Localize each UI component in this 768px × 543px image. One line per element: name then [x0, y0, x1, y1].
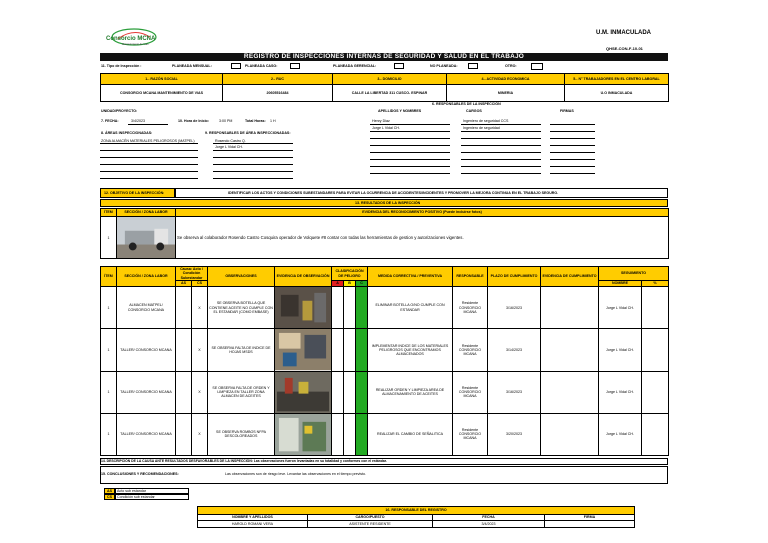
- signoff-title: 16. RESPONSABLE DEL REGISTRO: [198, 507, 635, 515]
- legend-cs-code: CS: [104, 494, 115, 500]
- table-row: [101, 371, 669, 413]
- row-responsible: Residente CONSORCIO MCANA: [453, 371, 488, 413]
- positive-header: [100, 208, 669, 259]
- option-planeada-mensual: PLANEADA MENSUAL:: [172, 64, 212, 68]
- company-name: U.M. INMACULADA: [596, 30, 651, 36]
- row-cs: X: [192, 329, 208, 371]
- objective-label: 12. OBJETIVO DE LA INSPECCIÓN:: [104, 191, 165, 195]
- areas-label: 8. ÁREAS INSPECCIONADAS:: [101, 131, 153, 135]
- pos-col-evidence: EVIDENCIA DEL RECONOCIMIENTO POSITIVO (Puede incluirse fotos): [176, 209, 669, 217]
- col-as: AS: [176, 281, 192, 287]
- company-info-table: [100, 73, 669, 102]
- row-section: ALMACEN MATPEL/ CONSORCIO MCANA: [117, 287, 176, 329]
- row-responsible: Residente CONSORCIO MCANA: [453, 329, 488, 371]
- row-class-c: [356, 329, 368, 371]
- conclusions-value: Las observaciones son de riesgo leve. Levantar las observaciones en el tiempo previsto.: [225, 472, 367, 476]
- checkbox-planeada-gerencial[interactable]: [394, 63, 404, 69]
- photo-icon: [275, 372, 331, 413]
- photo-icon: [275, 287, 331, 328]
- option-no-planeada: NO PLANEADA:: [430, 64, 458, 68]
- row-evidence-photo: [275, 287, 332, 329]
- row-followup-name: Jorge L Vidal CH.: [599, 287, 642, 329]
- col-class-c: C: [356, 281, 368, 287]
- header-trabajadores: 5.- N° TRABAJADORES EN EL CENTRO LABORAL: [565, 74, 669, 85]
- pos-item: 1: [101, 217, 117, 259]
- inspection-type-label: 11. Tipo de Inspección :: [101, 64, 142, 68]
- value-ruc: 20605516484: [223, 85, 333, 102]
- observations-table: [100, 266, 669, 456]
- header-razon-social: 1.- RAZÓN SOCIAL: [101, 74, 223, 85]
- row-observation: SE OBSERVA FALTA DE ORDEN Y LIMPIEZA EN TALLER ZONA ALMACEN DE ACEITES: [208, 371, 275, 413]
- total-horas-value: 1 H: [270, 119, 276, 123]
- checkbox-no-planeada[interactable]: [468, 63, 478, 69]
- row-section: TALLER/ CONSORCIO MCANA: [117, 371, 176, 413]
- signoff-header-fecha: FECHA: [433, 515, 545, 521]
- conclusions-label: 15. CONCLUSIONES Y RECOMENDACIONES:: [101, 472, 179, 476]
- row-observation: SE OBSERVA FALTA DE INDICE DE HOJAS MSDS: [208, 329, 275, 371]
- row-evidence-photo: [275, 371, 332, 413]
- row-measure: REALIZAR EL CAMBIO DE SEÑALITICA: [368, 413, 453, 455]
- photo-icon: [275, 329, 331, 370]
- truck-photo-icon: [117, 217, 175, 258]
- pos-photo: [117, 217, 176, 259]
- col-observations: OBSERVACIONES: [208, 267, 275, 287]
- row-measure: IMPLEMENTAR INDICE DE LOS MATERIALES PELIGROSOS QUE ENCONTRAMOS ALMACENADOS: [368, 329, 453, 371]
- col-cs: CS: [192, 281, 208, 287]
- option-otro: OTRO:: [505, 64, 517, 68]
- results-title: 13. RESULTADOS DE LA INSPECCIÓN: [355, 201, 421, 205]
- signoff-fecha: 3/4/2023: [433, 521, 545, 528]
- unidad-proyecto-label: UNIDAD/PROYECTO:: [101, 109, 138, 113]
- total-horas-label: Total Horas:: [245, 119, 266, 123]
- row-section: TALLER/ CONSORCIO MCANA: [117, 329, 176, 371]
- signoff-table: [197, 506, 635, 528]
- header-actividad: 4.- ACTIVIDAD ECONOMICA: [447, 74, 565, 85]
- row-measure: REALIZAR ORDEN Y LIMPIEZA AREA DE ALMACENAMIENTO DE ACEITES: [368, 371, 453, 413]
- table-row: [101, 329, 669, 371]
- company-logo: [104, 27, 164, 53]
- legend-as-text: Acto sub estandar: [115, 488, 189, 494]
- col-class-b: B: [344, 281, 356, 287]
- col-followup: SEGUIMIENTO: [599, 267, 669, 281]
- col-compliance: EVIDENCIA DE CUMPLIMIENTO: [541, 267, 599, 287]
- pos-text: Se observa al colaborador Rosendo Castro Cosquira operador de Volquete #8 contar con todas las herramientas de gestion y autorizaciones vigentes.: [176, 217, 669, 259]
- responsable-cargo-1: Ingeniero de seguridad CCS: [463, 119, 509, 123]
- header-ruc: 2.- RUC: [223, 74, 333, 85]
- value-actividad: MINERIA: [447, 85, 565, 102]
- fecha-value: 3/4/2023: [131, 119, 145, 123]
- col-followup-name: NOMBRE: [599, 281, 642, 287]
- col-cargos-header: CARGOS: [466, 109, 482, 113]
- value-domicilio: CALLE LA LIBERTAD 311 CUSCO- ESPINAR: [333, 85, 447, 102]
- table-row: [101, 287, 669, 329]
- row-item: 1: [101, 371, 117, 413]
- fecha-label: 7. FECHA:: [101, 119, 119, 123]
- row-deadline: 3/14/2023: [488, 329, 541, 371]
- row-evidence-photo: [275, 329, 332, 371]
- col-names-header: APELLIDOS Y NOMBRES: [378, 109, 422, 113]
- logo-subtext: Mantenimiento de Vías: [122, 43, 149, 46]
- row-cs: X: [192, 413, 208, 455]
- row-deadline: 3/20/2023: [488, 413, 541, 455]
- checkbox-planeada-caso[interactable]: [290, 63, 300, 69]
- table-row: [101, 413, 669, 455]
- col-firmas-header: FIRMAS: [560, 109, 574, 113]
- option-planeada-caso: PLANEADA CASO:: [245, 64, 278, 68]
- signoff-header-name: NOMBRE Y APELLIDOS: [198, 515, 308, 521]
- logo-text: Consorcio MCNA: [106, 36, 156, 42]
- row-class-c: [356, 413, 368, 455]
- legend-as-code: AS: [104, 488, 115, 494]
- areas-resp-label: 9. RESPONSABLES DE ÁREA INSPECCIONADAS:: [205, 131, 291, 135]
- header-domicilio: 3.- DOMICILIO: [333, 74, 447, 85]
- row-item: 1: [101, 287, 117, 329]
- col-evidence: EVIDENCIA DE OBSERVACIÓN: [275, 267, 332, 287]
- legend-cs-text: Condición sub estandar: [115, 494, 189, 500]
- value-trabajadores: U.O INMACULADA: [565, 85, 669, 102]
- row-section: TALLER/ CONSORCIO MCANA: [117, 413, 176, 455]
- areas-resp-value-2: Jorge L Vidal CH.: [215, 145, 243, 149]
- col-item: ÍTEM: [101, 267, 117, 287]
- signoff-header-firma: FIRMA: [545, 515, 635, 521]
- row-followup-name: Jorge L Vidal CH.: [599, 329, 642, 371]
- row-measure: ELIMINAR BOTELLA O/NO CUMPLE CON ESTANDAR: [368, 287, 453, 329]
- responsable-cargo-2: Ingeniero de seguridad: [463, 126, 500, 130]
- col-classification: CLASIFICACIÓN DE PELIGRO: [332, 267, 368, 281]
- objective-value: IDENTIFICAR LOS ACTOS Y CONDICIONES SUBESTANDARES PARA EVITAR LA OCURRENCIA DE ACCIDENTES/INCIDENTES Y PROMOVER LA MEJORA CONTINUA EN EL TRABAJO SEGURO.: [228, 191, 559, 195]
- row-observation: SE OBSERVA ROMBOS NFPA DESCOLOREADOS: [208, 413, 275, 455]
- col-measure: MEDIDA CORRECTIVA / PREVENTIVA: [368, 267, 453, 287]
- responsable-name-1: Henry Diaz: [372, 119, 390, 123]
- row-item: 1: [101, 413, 117, 455]
- pos-col-item: ÍTEM: [101, 209, 117, 217]
- row-responsible: Residente CONSORCIO MCANA: [453, 413, 488, 455]
- hora-value: 3:00 PM: [219, 119, 233, 123]
- col-cause: Causa: Acto / Condición Subestandar: [176, 267, 208, 281]
- row-evidence-photo: [275, 413, 332, 455]
- value-razon-social: CONSORCIO MCANA MANTENIMIENTO DE VIAS: [101, 85, 223, 102]
- option-planeada-gerencial: PLANEADA GERENCIAL:: [333, 64, 377, 68]
- checkbox-otro[interactable]: [531, 63, 543, 70]
- hora-label: 10. Hora de Inicio:: [178, 119, 209, 123]
- row-item: 1: [101, 329, 117, 371]
- col-section: SECCIÓN / ZONA LABOR: [117, 267, 176, 287]
- col-responsible: RESPONSABLE: [453, 267, 488, 287]
- checkbox-planeada-mensual[interactable]: [231, 63, 241, 69]
- areas-resp-value-1: Rosendo Castro Q.: [215, 139, 246, 143]
- col-deadline: PLAZO DE CUMPLIMIENTO: [488, 267, 541, 287]
- row-deadline: 3/16/2023: [488, 371, 541, 413]
- doc-code: QHSE-CON-F-10-01: [606, 46, 643, 51]
- responsable-name-2: Jorge L Vidal CH.: [372, 126, 400, 130]
- row-responsible: Residente CONSORCIO MCANA: [453, 287, 488, 329]
- col-class-a: A: [332, 281, 344, 287]
- row-followup-name: Jorge L Vidal CH.: [599, 413, 642, 455]
- photo-icon: [275, 414, 331, 455]
- row-class-c: [356, 287, 368, 329]
- row-cs: X: [192, 371, 208, 413]
- signoff-name: HAROLD ROMANI VERA: [198, 521, 308, 528]
- col-followup-pct: %: [642, 281, 669, 287]
- signoff-cargo: ASISTENTE RESIDENTE: [308, 521, 433, 528]
- row-class-c: [356, 371, 368, 413]
- page-title: REGISTRO DE INSPECCIONES INTERNAS DE SEGURIDAD Y SALUD EN EL TRABAJO: [100, 53, 668, 61]
- row-deadline: 3/16/2023: [488, 287, 541, 329]
- row-cs: X: [192, 287, 208, 329]
- signoff-firma: [545, 521, 635, 528]
- signoff-header-cargo: CARGO/PUESTO: [308, 515, 433, 521]
- causes-footnote: 14. DESCRIPCIÓN DE LA CAUSA ANTE RESULTADOS DESFAVORABLES DE LA INSPECCIÓN: Las observaciones fueron levantadas en su totalidad y conformes con el estándar.: [101, 459, 387, 463]
- pos-col-section: SECCIÓN / ZONA LABOR: [117, 209, 176, 217]
- row-followup-name: Jorge L Vidal CH.: [599, 371, 642, 413]
- responsables-title: 6. RESPONSABLES DE LA INSPECCIÓN: [432, 102, 501, 106]
- areas-value: ZONA ALMACÉN MATERIALES PELIGROSOS (MATPEL): [101, 139, 195, 143]
- row-observation: SE OBSERVA BOTELLA QUE CONTIENE ACEITE NO CUMPLE CON EL ESTANDAR (COMO EMBASE): [208, 287, 275, 329]
